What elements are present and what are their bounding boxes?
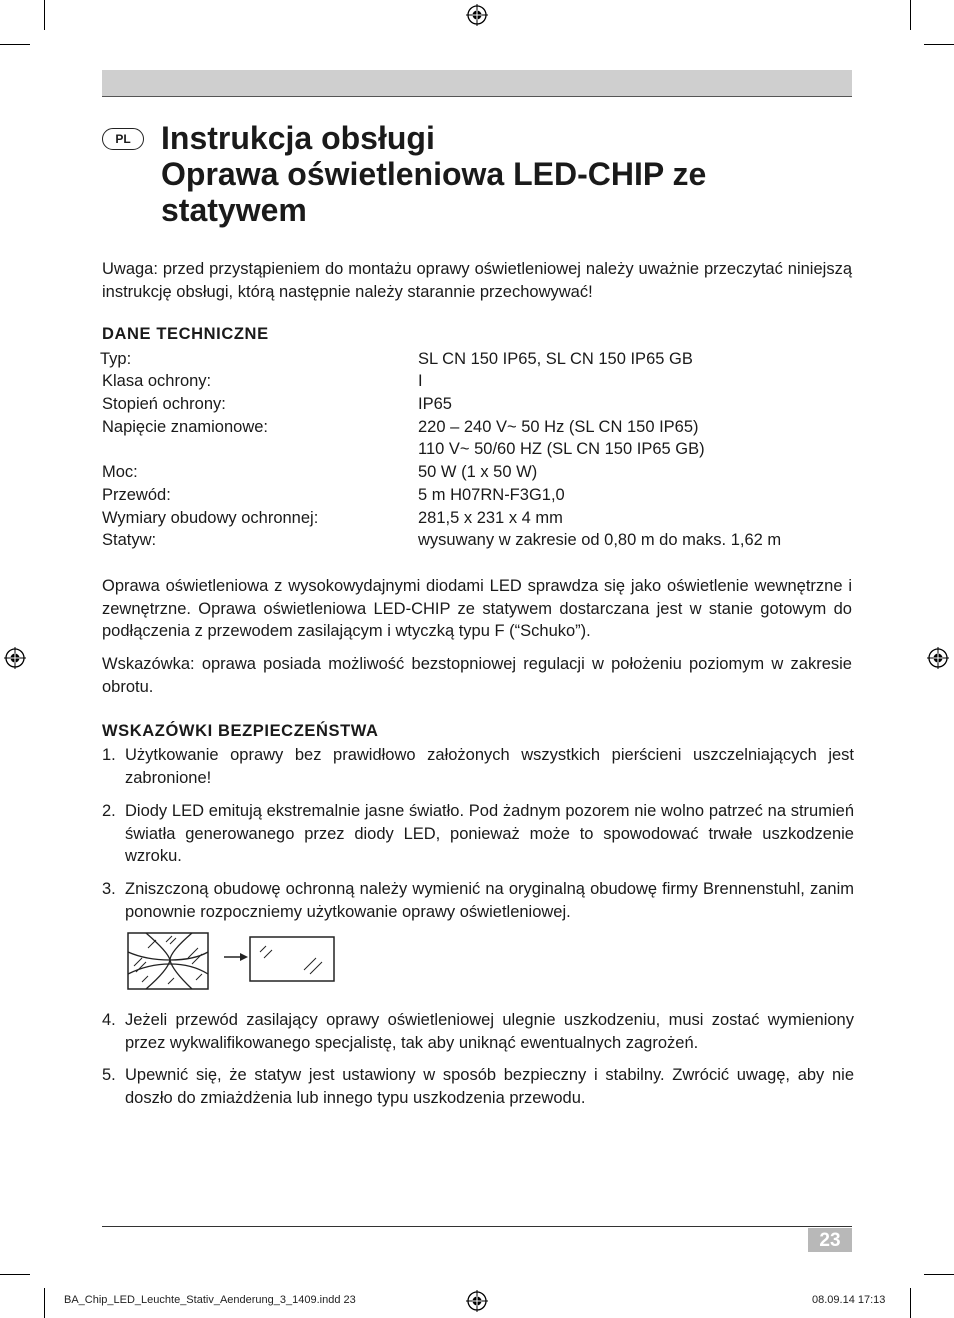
page-number: 23: [808, 1228, 852, 1252]
list-item: [102, 1009, 854, 1054]
footer-timestamp: 08.09.14 17:13: [812, 1294, 886, 1306]
crop-mark: [910, 1288, 911, 1318]
list-item-number: 5.: [102, 1066, 116, 1084]
spec-value: 50 W (1 x 50 W): [418, 463, 538, 481]
spec-value: IP65: [418, 395, 452, 413]
registration-mark-icon: [927, 647, 949, 669]
list-item: [102, 744, 854, 789]
list-item-number: 4.: [102, 1011, 116, 1029]
spec-label: Napięcie znamionowe:: [102, 418, 269, 436]
list-item-number: 1.: [102, 746, 116, 764]
safety-heading: WSKAZÓWKI BEZPIECZEŃSTWA: [102, 722, 379, 740]
list-item-number: 2.: [102, 802, 116, 820]
glass-replacement-illustration: [126, 930, 338, 992]
description-paragraph: Oprawa oświetleniowa z wysokowydajnymi diodami LED sprawdza się jako oświetlenie wewnętrzne i zewnętrzne. Oprawa oświetleniowa LED-CHIP ze statywem dostarczana jest w stanie gotowym do podłączenia z przewodem zasilającym i wtyczką typu F (“Schuko”).: [102, 577, 852, 641]
spec-value: I: [418, 372, 423, 390]
spec-value: SL CN 150 IP65, SL CN 150 IP65 GB: [418, 350, 693, 368]
spec-label: Wymiary obudowy ochronnej:: [102, 509, 319, 527]
spec-label: Moc:: [102, 463, 138, 481]
crop-mark: [924, 44, 954, 45]
spec-value: wysuwany w zakresie od 0,80 m do maks. 1,62 m: [418, 531, 782, 549]
spec-label: Statyw:: [102, 531, 157, 549]
spec-label: Klasa ochrony:: [102, 372, 212, 390]
list-item-number: 3.: [102, 880, 116, 898]
list-item-text: Upewnić się, że statyw jest ustawiony w sposób bezpieczny i stabilny. Zwrócić uwagę, aby nie doszło do zmiażdżenia lub innego typu uszkodzenia przewodu.: [125, 1066, 854, 1107]
footer-filename: BA_Chip_LED_Leuchte_Stativ_Aenderung_3_1409.indd 23: [64, 1294, 356, 1306]
list-item: [102, 878, 854, 923]
list-item: [102, 800, 854, 868]
list-item-text: Zniszczoną obudowę ochronną należy wymienić na oryginalną obudowę firmy Brennenstuhl, zanim ponownie rozpoczniemy użytkowanie oprawy oświetleniowej.: [125, 880, 854, 921]
page-title: [161, 120, 841, 228]
crop-mark: [924, 1274, 954, 1275]
crop-mark: [910, 0, 911, 30]
crop-mark: [44, 1288, 45, 1318]
registration-mark-icon: [466, 1290, 488, 1312]
crop-mark: [0, 44, 30, 45]
list-item: [102, 1064, 854, 1109]
title-line: Instrukcja obsługi: [161, 120, 435, 156]
spec-value: 5 m H07RN-F3G1,0: [418, 486, 565, 504]
spec-value: 220 – 240 V~ 50 Hz (SL CN 150 IP65): [418, 418, 699, 436]
tech-heading: DANE TECHNICZNE: [102, 325, 269, 343]
spec-label: Typ:: [100, 350, 132, 368]
registration-mark-icon: [466, 4, 488, 26]
title-line: statywem: [161, 192, 307, 228]
spec-label: Stopień ochrony:: [102, 395, 226, 413]
header-bar: [102, 70, 852, 97]
language-badge: PL: [102, 128, 144, 150]
list-item-text: Jeżeli przewód zasilający oprawy oświetleniowej ulegnie uszkodzeniu, musi zostać wymieniony przez wykwalifikowanego specjalistę, tak aby uniknąć ewentualnych zagrożeń.: [125, 1011, 854, 1052]
hint-paragraph: Wskazówka: oprawa posiada możliwość bezstopniowej regulacji w położeniu poziomym w zakresie obrotu.: [102, 655, 852, 696]
list-item-text: Użytkowanie oprawy bez prawidłowo założonych wszystkich pierścieni uszczelniających jest zabronione!: [125, 746, 854, 787]
title-line: Oprawa oświetleniowa LED-CHIP ze: [161, 156, 707, 192]
crop-mark: [0, 1274, 30, 1275]
spec-label: Przewód:: [102, 486, 171, 504]
footer-rule: [102, 1226, 852, 1227]
spec-value: 110 V~ 50/60 HZ (SL CN 150 IP65 GB): [418, 440, 705, 458]
crop-mark: [44, 0, 45, 30]
intro-paragraph: Uwaga: przed przystąpieniem do montażu oprawy oświetleniowej należy uważnie przeczytać niniejszą instrukcję obsługi, którą następnie należy starannie przechowywać!: [102, 260, 852, 301]
registration-mark-icon: [4, 647, 26, 669]
spec-value: 281,5 x 231 x 4 mm: [418, 509, 563, 527]
list-item-text: Diody LED emitują ekstremalnie jasne światło. Pod żadnym pozorem nie wolno patrzeć na strumień światła generowanego przez diody LED, ponieważ może to spowodować trwałe uszkodzenie wzroku.: [125, 802, 854, 866]
